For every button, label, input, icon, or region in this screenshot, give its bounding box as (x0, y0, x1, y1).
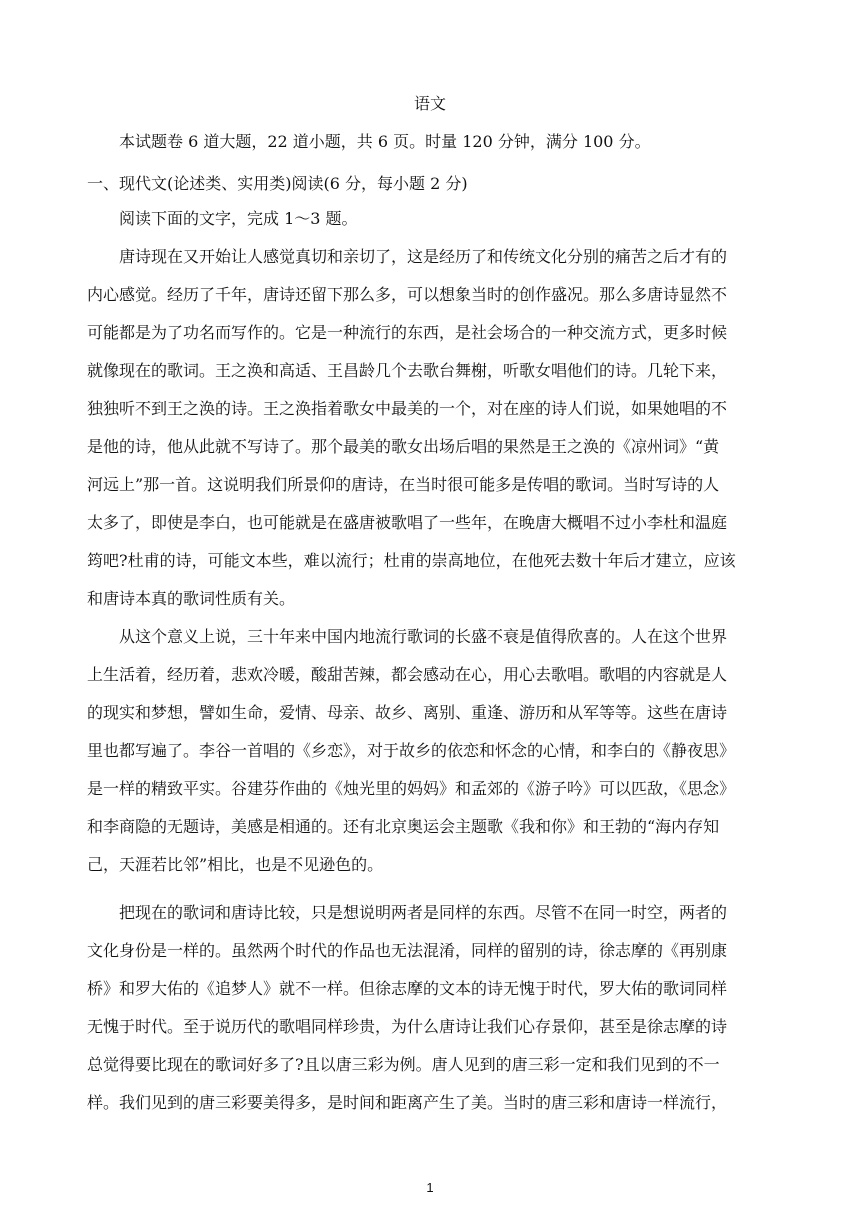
section-heading: 一、现代文(论述类、实用类)阅读(6 分，每小题 2 分) (87, 174, 468, 193)
paragraph-line: 唐诗现在又开始让人感觉真切和亲切了，这是经历了和传统文化分别的痛苦之后才有的 (119, 247, 728, 266)
paragraph-line: 里也都写遍了。李谷一首唱的《乡恋》，对于故乡的依恋和怀念的心情，和李白的《静夜思》 (87, 741, 736, 760)
paragraph-line: 是他的诗，他从此就不写诗了。那个最美的歌女出场后唱的果然是王之涣的《凉州词》“黄 (87, 437, 720, 456)
paragraph-line: 筠吧?杜甫的诗，可能文本些，难以流行；杜甫的崇高地位，在他死去数十年后才建立，应该 (87, 551, 736, 570)
reading-instruction: 阅读下面的文字，完成 1～3 题。 (119, 209, 358, 228)
paragraph-line: 桥》和罗大佑的《追梦人》就不一样。但徐志摩的文本的诗无愧于时代，罗大佑的歌词同样 (87, 979, 728, 998)
paragraph-line: 太多了，即使是李白，也可能就是在盛唐被歌唱了一些年，在晚唐大概唱不过小李杜和温庭 (87, 513, 728, 532)
paragraph-line: 独独听不到王之涣的诗。王之涣指着歌女中最美的一个，对在座的诗人们说，如果她唱的不 (87, 399, 728, 418)
paragraph-line: 样。我们见到的唐三彩要美得多，是时间和距离产生了美。当时的唐三彩和唐诗一样流行， (87, 1093, 728, 1112)
paragraph-line: 河远上”那一首。这说明我们所景仰的唐诗，在当时很可能多是传唱的歌词。当时写诗的人 (87, 475, 720, 494)
paragraph-line: 无愧于时代。至于说历代的歌唱同样珍贵，为什么唐诗让我们心存景仰，甚至是徐志摩的诗 (87, 1017, 728, 1036)
paragraph-line: 总觉得要比现在的歌词好多了?且以唐三彩为例。唐人见到的唐三彩一定和我们见到的不一 (87, 1055, 720, 1074)
paragraph-line: 把现在的歌词和唐诗比较，只是想说明两者是同样的东西。尽管不在同一时空，两者的 (119, 903, 728, 922)
paragraph-line: 是一样的精致平实。谷建芬作曲的《烛光里的妈妈》和孟郊的《游子吟》可以匹敌，《思念》 (87, 779, 736, 798)
paragraph-line: 文化身份是一样的。虽然两个时代的作品也无法混淆，同样的留别的诗，徐志摩的《再别康 (87, 941, 728, 960)
paragraph-line: 可能都是为了功名而写作的。它是一种流行的东西，是社会场合的一种交流方式，更多时候 (87, 323, 728, 342)
paragraph-line: 内心感觉。经历了千年，唐诗还留下那么多，可以想象当时的创作盛况。那么多唐诗显然不 (87, 285, 728, 304)
paragraph-line: 从这个意义上说，三十年来中国内地流行歌词的长盛不衰是值得欣喜的。人在这个世界 (119, 627, 728, 646)
paragraph-line: 就像现在的歌词。王之涣和高适、王昌龄几个去歌台舞榭，听歌女唱他们的诗。几轮下来， (87, 361, 728, 380)
paragraph-line: 的现实和梦想，譬如生命，爱情、母亲、故乡、离别、重逢、游历和从军等等。这些在唐诗 (87, 703, 728, 722)
paragraph-line: 上生活着，经历着，悲欢冷暖，酸甜苦辣，都会感动在心，用心去歌唱。歌唱的内容就是人 (87, 665, 728, 684)
paragraph-line: 和李商隐的无题诗，美感是相通的。还有北京奥运会主题歌《我和你》和王勃的“海内存知 (87, 817, 720, 836)
document-title: 语文 (413, 94, 446, 113)
paragraph-line: 己，天涯若比邻”相比，也是不见逊色的。 (87, 855, 384, 874)
paragraph-line: 和唐诗本真的歌词性质有关。 (87, 589, 296, 608)
page-number: 1 (426, 1180, 434, 1195)
exam-intro: 本试题卷 6 道大题，22 道小题，共 6 页。时量 120 分钟，满分 100 分。 (119, 132, 651, 151)
